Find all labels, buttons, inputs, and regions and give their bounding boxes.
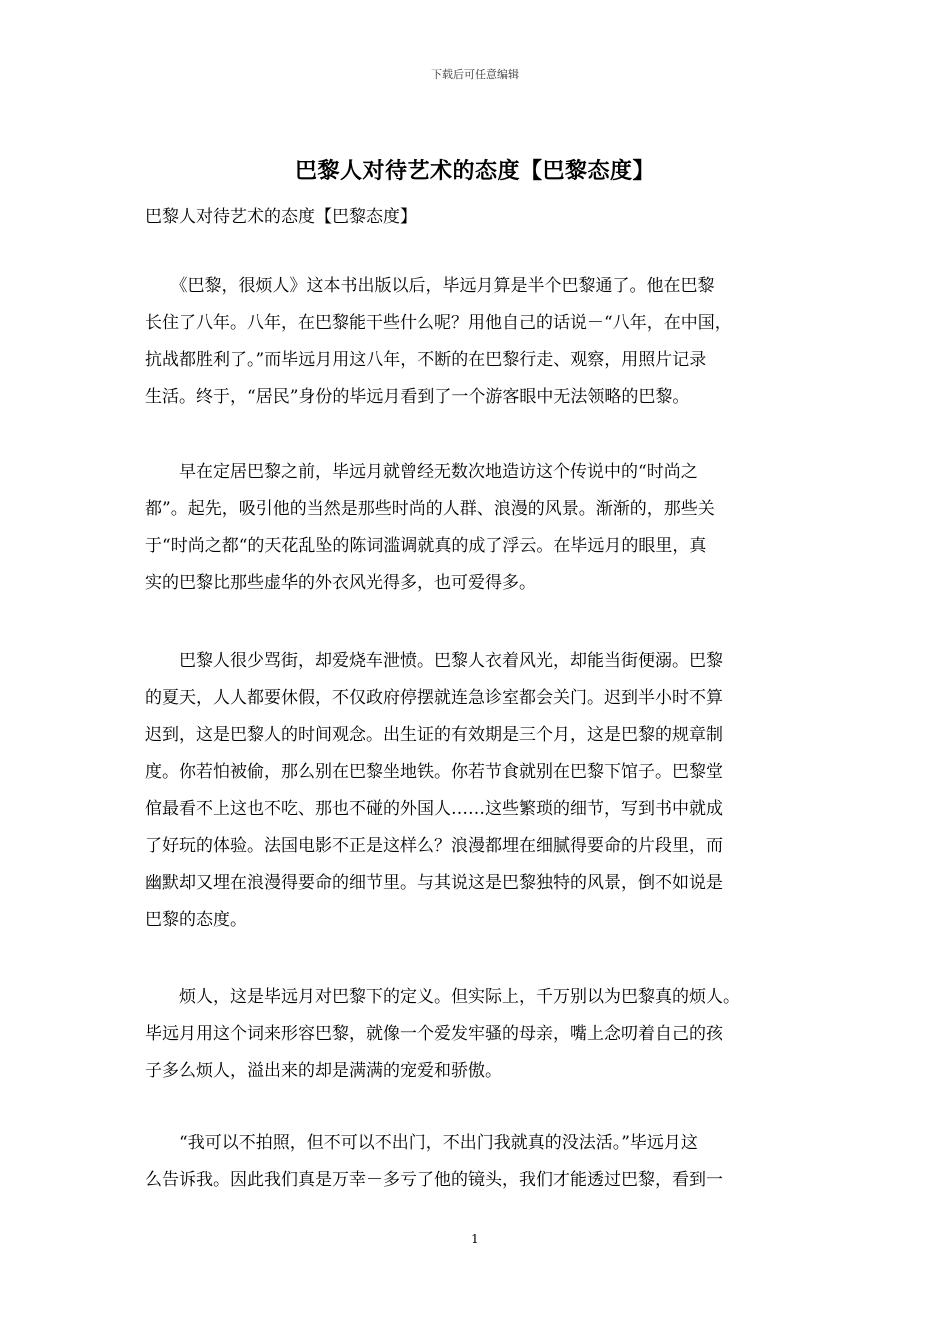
paragraph-line: 巴黎的态度。 xyxy=(145,910,247,930)
paragraph-line: 毕远月用这个词来形容巴黎，就像一个爱发牢骚的母亲，嘴上念叨着自己的孩 xyxy=(145,1024,723,1044)
paragraph-line: 么告诉我。因此我们真是万幸－多亏了他的镜头，我们才能透过巴黎，看到一 xyxy=(145,1170,723,1190)
document-title: 巴黎人对待艺术的态度【巴黎态度】 xyxy=(294,158,655,184)
paragraph-line: 早在定居巴黎之前，毕远月就曾经无数次地造访这个传说中的“时尚之 xyxy=(145,462,698,482)
paragraph xyxy=(145,1125,813,1199)
paragraph-line: “我可以不拍照，但不可以不出门，不出门我就真的没法活。”毕远月这 xyxy=(145,1133,698,1153)
paragraph-line: 子多么烦人，溢出来的却是满满的宠爱和骄傲。 xyxy=(145,1061,502,1081)
paragraph-line: 生活。终于，“居民”身份的毕远月看到了一个游客眼中无法领略的巴黎。 xyxy=(145,387,690,407)
paragraph-line: 迟到，这是巴黎人的时间观念。出生证的有效期是三个月，这是巴黎的规章制 xyxy=(145,725,723,745)
paragraph-line: 幽默却又埋在浪漫得要命的细节里。与其说这是巴黎独特的风景，倒不如说是 xyxy=(145,873,723,893)
paragraph-line: 了好玩的体验。法国电影不正是这样么？浪漫都埋在细腻得要命的片段里，而 xyxy=(145,836,723,856)
paragraph-line: 于“时尚之都“的天花乱坠的陈词滥调就真的成了浮云。在毕远月的眼里，真 xyxy=(145,536,707,556)
paragraph xyxy=(145,643,813,939)
paragraph-line: 抗战都胜利了。”而毕远月用这八年，不断的在巴黎行走、观察，用照片记录 xyxy=(145,350,707,370)
paragraph-line: 都”。起先，吸引他的当然是那些时尚的人群、浪漫的风景。渐渐的，那些关 xyxy=(145,499,715,519)
document-subtitle: 巴黎人对待艺术的态度【巴黎态度】 xyxy=(145,207,417,227)
page-header: 下载后可任意编辑 xyxy=(431,68,519,81)
paragraph-line: 《巴黎，很烦人》这本书出版以后，毕远月算是半个巴黎通了。他在巴黎 xyxy=(145,276,715,296)
paragraph xyxy=(145,979,813,1090)
paragraph xyxy=(145,268,813,416)
paragraph-line: 实的巴黎比那些虚华的外衣风光得多，也可爱得多。 xyxy=(145,573,536,593)
paragraph-line: 的夏天，人人都要休假，不仅政府停摆就连急诊室都会关门。迟到半小时不算 xyxy=(145,688,723,708)
paragraph-line: 烦人，这是毕远月对巴黎下的定义。但实际上，千万别以为巴黎真的烦人。 xyxy=(145,987,740,1007)
paragraph-line: 度。你若怕被偷，那么别在巴黎坐地铁。你若节食就别在巴黎下馆子。巴黎堂 xyxy=(145,762,723,782)
paragraph xyxy=(145,454,813,602)
paragraph-line: 长住了八年。八年，在巴黎能干些什么呢？用他自己的话说－“八年，在中国， xyxy=(145,313,732,333)
paragraph-line: 巴黎人很少骂街，却爱烧车泄愤。巴黎人衣着风光，却能当街便溺。巴黎 xyxy=(145,651,723,671)
page-number: 1 xyxy=(471,1232,479,1246)
paragraph-line: 倌最看不上这也不吃、那也不碰的外国人……这些繁琐的细节，写到书中就成 xyxy=(145,799,723,819)
